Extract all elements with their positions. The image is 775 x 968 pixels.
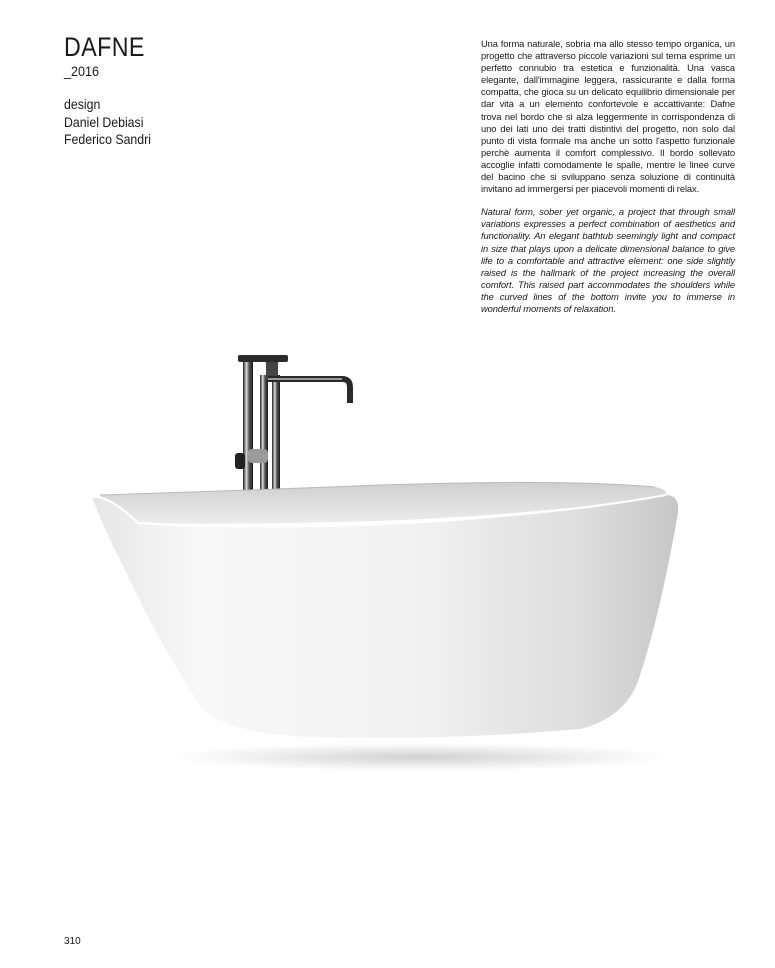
designer-name: Federico Sandri	[64, 131, 151, 147]
bathtub-with-faucet-image	[80, 345, 700, 775]
floor-faucet	[235, 355, 350, 493]
page-number: 310	[64, 936, 81, 947]
description-column	[481, 38, 735, 315]
description-italian: Una forma naturale, sobria ma allo stesso tempo organica, un progetto che attraverso piccole variazioni sul tema esprime un perfetto connubio tra estetica e funzionalità. Una vasca elegante, dall'immagine leggera, rassicurante e dalla forma compatta, che gioca su un delicato equilibrio dimensionale per dar vita a un elemento confortevole e accattivante: Dafne trova nel bordo che si alza leggermente in corrispondenza di uno dei lati uno dei tratti distintivi del progetto, non solo dal punto di vista formale ma anche un sotto l'aspetto funzionale perchè aumenta il comfort complessivo. Il bordo sollevato accoglie infatti comodamente le spalle, mentre le linee curve del bacino che si sviluppano senza soluzione di continuità invitano ad immergersi per piacevoli momenti di relax.	[481, 38, 735, 195]
floor-shadow	[170, 743, 670, 771]
design-label: design	[64, 96, 101, 112]
design-credits	[64, 96, 151, 148]
designer-name: Daniel Debiasi	[64, 114, 144, 130]
tub-shell	[92, 495, 678, 738]
description-english: Natural form, sober yet organic, a project that through small variations expresses a perfect combination of aesthetics and functionality. An elegant bathtub seemingly light and compact in size that plays upon a delicate dimensional balance to give life to a comfortable and attractive element: one side slightly raised is the hallmark of the project increasing the overall comfort. This raised part accommodates the shoulders while the curved lines of the bottom invite you to immerse in wonderful moments of relaxation.	[481, 206, 735, 314]
product-title: DAFNE	[64, 32, 145, 62]
product-year: _2016	[64, 63, 100, 79]
